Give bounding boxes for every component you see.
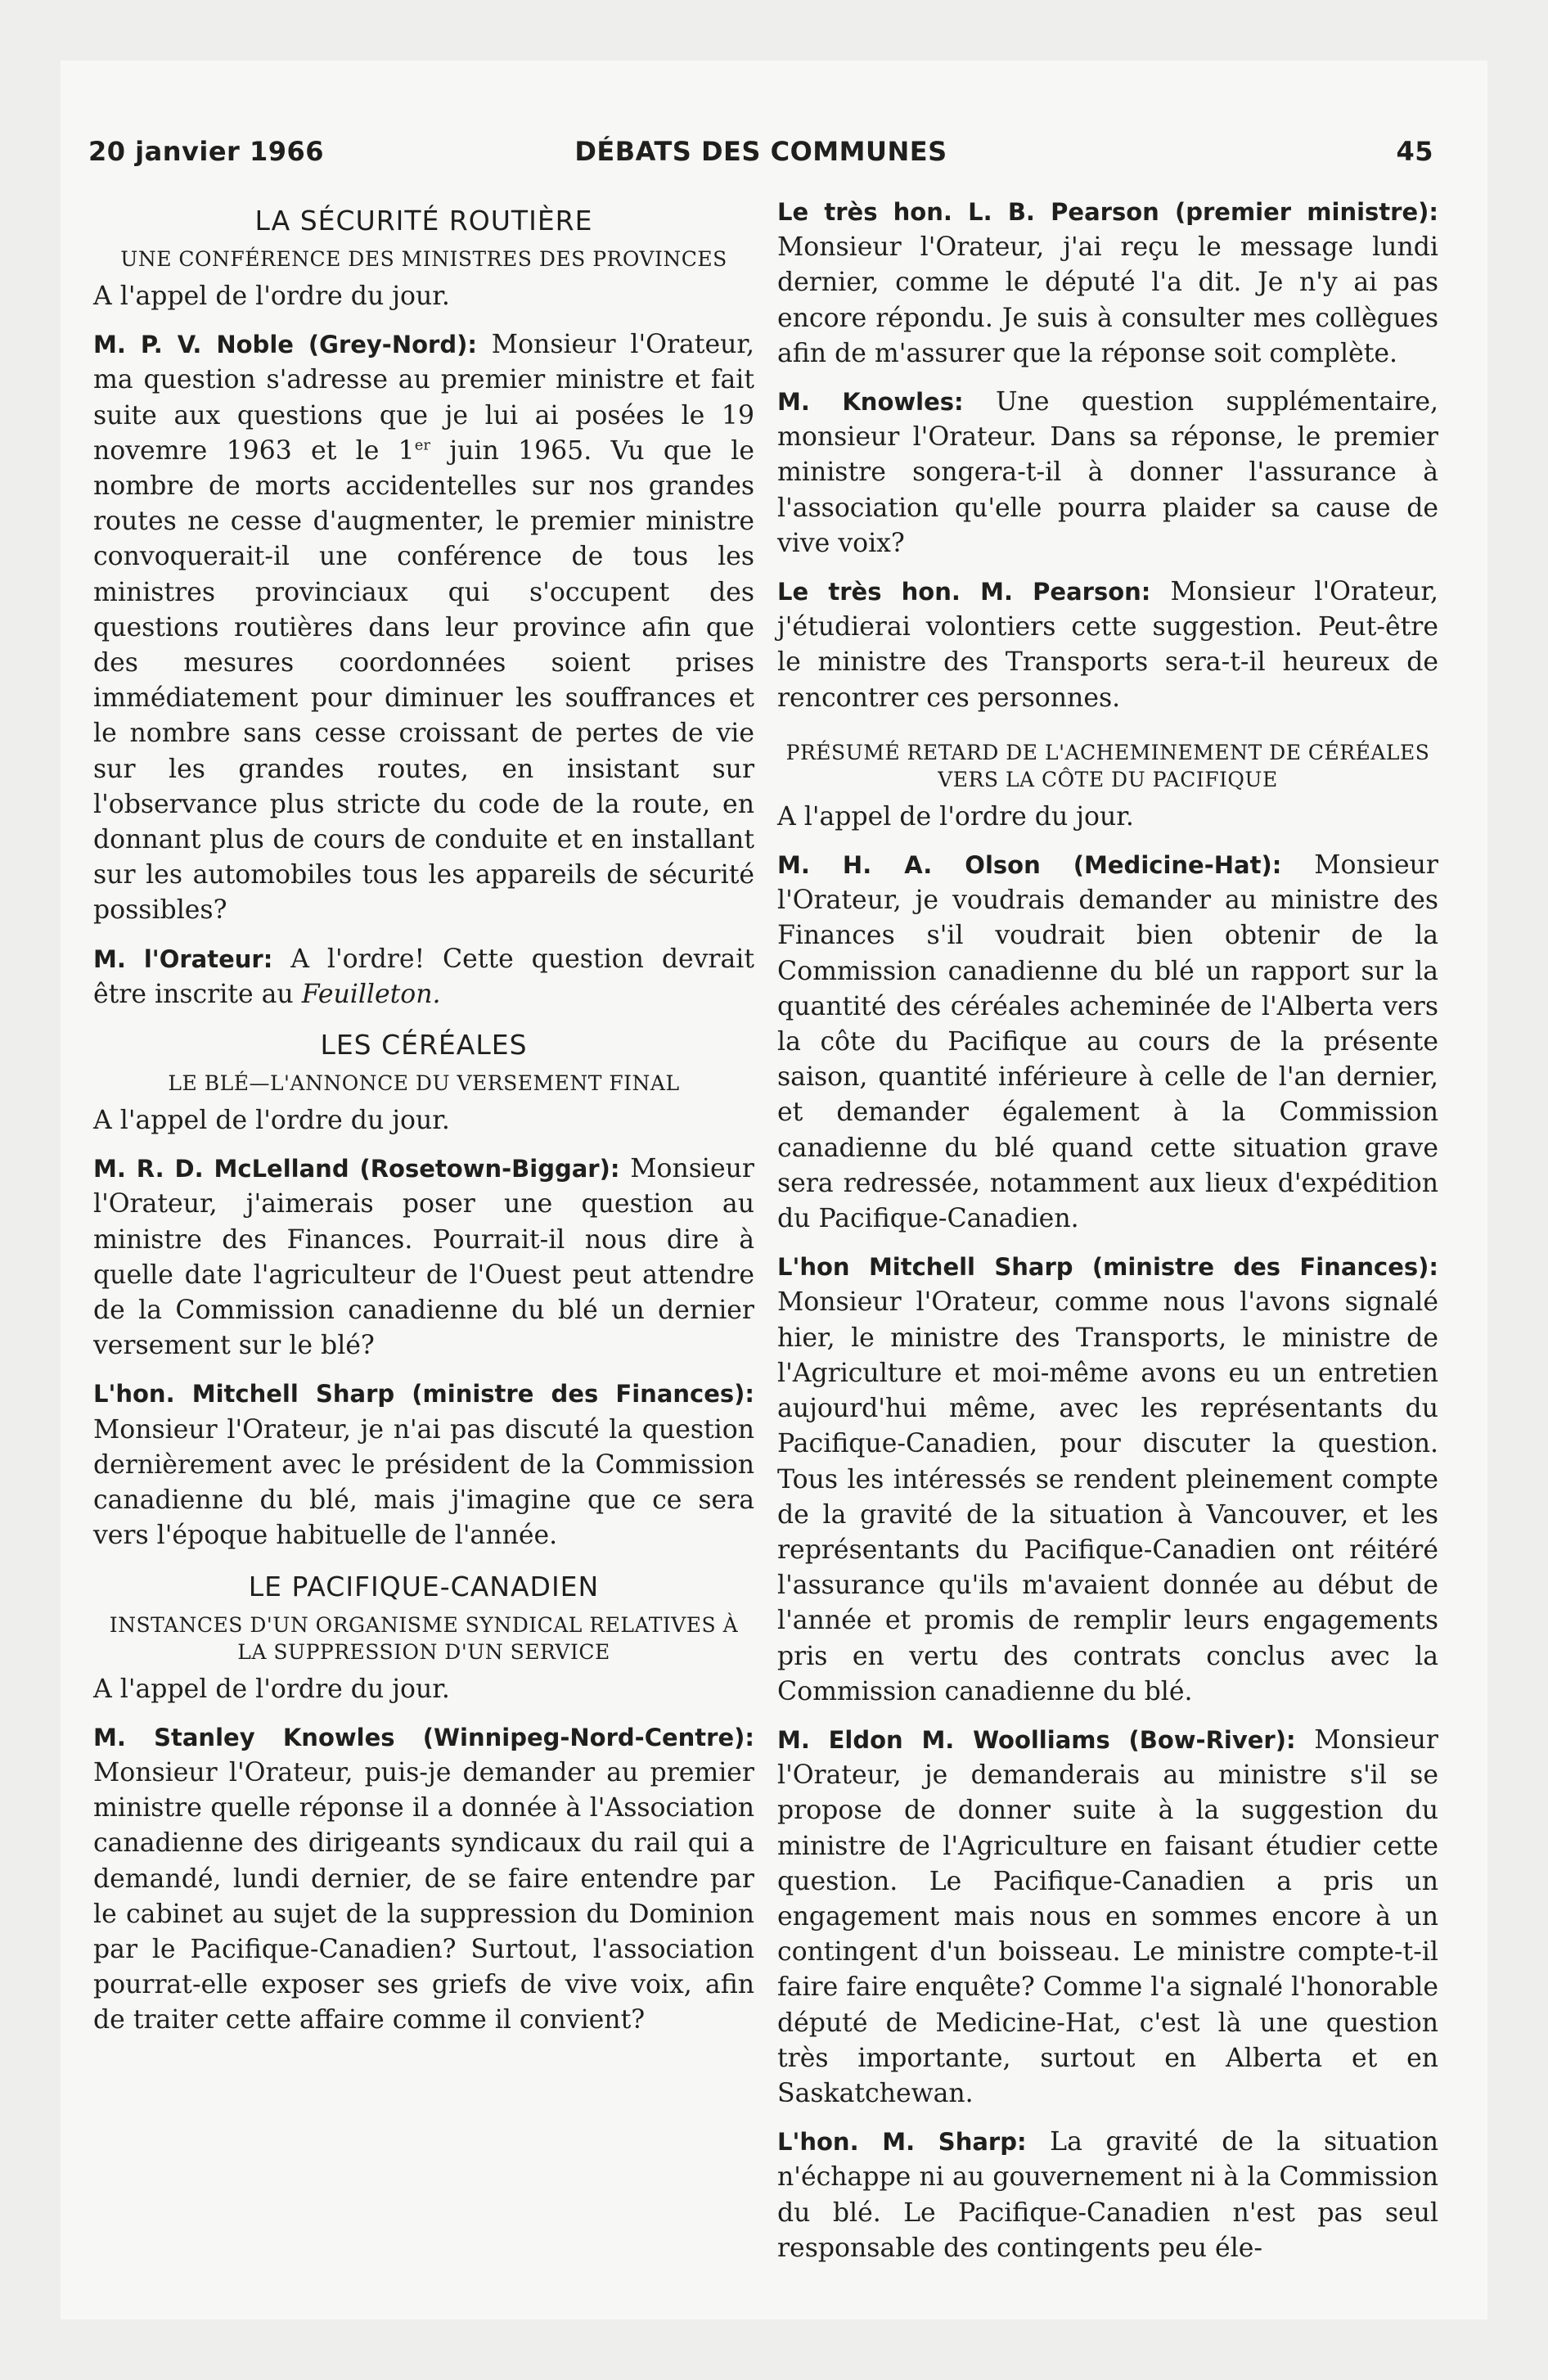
section-subtitle-union-instances: INSTANCES D'UN ORGANISME SYNDICAL RELATIVES À LA SUPPRESSION D'UN SERVICE [109, 1612, 739, 1664]
paragraph-text: Monsieur l'Orateur, je demanderais au ministre s'il se propose de donner suite à la suggestion du ministre de l'Agriculture en faisant étudier cette question. Le Pacifique-Canadien a pris un engagement mais nous en sommes encore à un contingent d'un boisseau. Le ministre compte-t-il faire faire enquête? Comme l'a signalé l'honorable député de Medicine-Hat, c'est là une question très importante, surtout en Alberta et en Saskatchewan. [777, 1724, 1438, 2108]
speaker-name: M. l'Orateur: [93, 944, 273, 973]
paragraph-text: La gravité de la situation n'échappe ni au gouvernement ni à la Commission du blé. Le Pacifique-Canadien n'est pas seul responsable des contingents peu éle- [777, 2127, 1439, 2263]
speaker-name: Le très hon. L. B. Pearson (premier ministre): [777, 198, 1438, 226]
paragraph-noble [93, 327, 754, 928]
paragraph-knowles [93, 1720, 754, 2039]
header-date: 20 janvier 1966 [88, 136, 325, 167]
order-of-day: A l'appel de l'ordre du jour. [93, 1106, 450, 1136]
paragraph-speaker-orateur [93, 942, 754, 1012]
paragraph-text: Monsieur l'Orateur, j'ai reçu le message lundi dernier, comme le député l'a dit. Je n'y ai pas encore répondu. Je suis à consulter mes collègues afin de m'assurer que la réponse soit complète. [777, 232, 1438, 368]
section-title-road-safety: LA SÉCURITÉ ROUTIÈRE [254, 205, 593, 237]
paragraph-text: Monsieur l'Orateur, j'étudierai volontiers cette suggestion. Peut-être le ministre des Transports sera-t-il heureux de rencontrer ces personnes. [777, 577, 1438, 713]
paragraph-text: Monsieur l'Orateur, puis-je demander au premier ministre quelle réponse il a donnée à l'Association canadienne des dirigeants syndicaux du rail qui a demandé, lundi dernier, de se faire entendre par le cabinet au sujet de la suppression du Dominion par le Pacifique-Canadien? Surtout, l'association pourrat-elle exposer ses griefs de vive voix, afin de traiter cette affaire comme il convient? [93, 1757, 754, 2035]
paragraph-text: Monsieur l'Orateur, je voudrais demander au ministre des Finances s'il voudrait bien obtenir de la Commission canadienne du blé un rapport sur la quantité des céréales acheminée de l'Alberta vers la côte du Pacifique au cours de la présente saison, quantité inférieure à celle de l'an dernier, et demander également à la Commission canadienne du blé quand cette situation grave sera redressée, notamment aux lieux d'expédition du Pacifique-Canadien. [777, 850, 1438, 1234]
header-title: DÉBATS DES COMMUNES [574, 136, 947, 167]
superscript: er [414, 436, 430, 454]
paragraph-sharp [93, 1377, 754, 1553]
speaker-name: M. H. A. Olson (Medicine-Hat): [777, 851, 1282, 880]
paragraph-text: Monsieur l'Orateur, je n'ai pas discuté la question dernièrement avec le président de la Commission canadienne du blé, mais j'imagine que ce sera vers l'époque habituelle de l'année. [93, 1414, 754, 1551]
paragraph-text: Monsieur l'Orateur, ma question s'adresse au premier ministre et fait suite aux questions que je lui ai posées le 19 novemre 1963 et le 1 [93, 330, 754, 466]
speaker-name: M. R. D. McLelland (Rosetown-Biggar): [93, 1155, 620, 1183]
speaker-name: M. Eldon M. Woolliams (Bow-River): [777, 1725, 1296, 1754]
paragraph-text: Une question supplémentaire, monsieur l'Orateur. Dans sa réponse, le premier ministre songera-t-il à donner l'assurance à l'association qu'elle pourra plaider sa cause de vive voix? [777, 387, 1438, 558]
paragraph-sharp-final [777, 2125, 1438, 2266]
order-of-day: A l'appel de l'ordre du jour. [93, 282, 450, 311]
paragraph-pearson-reply [777, 575, 1438, 716]
section-subtitle-grain-delay: PRÉSUMÉ RETARD DE L'ACHEMINEMENT DE CÉRÉALES VERS LA CÔTE DU PACIFIQUE [785, 740, 1430, 791]
paragraph-knowles-supplementary [777, 385, 1438, 561]
paragraph-text: juin 1965. Vu que le nombre de morts accidentelles sur nos grandes routes ne cesse d'augmenter, le premier ministre convoquerait-il une conférence de tous les ministres provinciaux qui s'occupent des questions routières dans leur province afin que des mesures coordonnées soient prises immédiatement pour diminuer les souffrances et le nombre sans cesse croissant de pertes de vie sur les grandes routes, en insistant sur l'observance plus stricte du code de la route, en donnant plus de cours de conduite et en installant sur les automobiles tous les appareils de sécurité possibles? [93, 435, 754, 926]
order-of-day: A l'appel de l'ordre du jour. [777, 801, 1134, 832]
paragraph-woolliams [777, 1723, 1438, 2112]
section-subtitle-ministers-conference: UNE CONFÉRENCE DES MINISTRES DES PROVINCES [120, 247, 727, 271]
speaker-name: M. Knowles: [777, 388, 964, 417]
speaker-name: M. Stanley Knowles (Winnipeg-Nord-Centre): [93, 1723, 754, 1751]
italic-text: Feuilleton. [301, 979, 441, 1009]
paragraph-olson [777, 848, 1438, 1237]
page-header [88, 136, 1433, 185]
section-subtitle-final-payment: LE BLÉ—L'ANNONCE DU VERSEMENT FINAL [168, 1071, 680, 1096]
paragraph-text: Monsieur l'Orateur, j'aimerais poser une question au ministre des Finances. Pourrait-il nous dire à quelle date l'agriculteur de l'Ouest peut attendre de la Commission canadienne du blé un dernier versement sur le blé? [93, 1154, 754, 1361]
section-title-cereals: LES CÉRÉALES [320, 1029, 528, 1062]
speaker-name: L'hon. Mitchell Sharp (ministre des Finances): [93, 1380, 754, 1409]
speaker-name: Le très hon. M. Pearson: [777, 578, 1151, 606]
right-column [777, 195, 1438, 2279]
speaker-name: L'hon. M. Sharp: [777, 2128, 1027, 2157]
section-title-cp-rail: LE PACIFIQUE-CANADIEN [248, 1570, 600, 1602]
speaker-name: L'hon Mitchell Sharp (ministre des Finances): [777, 1253, 1438, 1282]
page-number: 45 [1396, 136, 1433, 167]
speaker-name: M. P. V. Noble (Grey-Nord): [93, 331, 477, 359]
left-column [93, 195, 754, 2052]
paragraph-mclelland [93, 1152, 754, 1364]
order-of-day: A l'appel de l'ordre du jour. [93, 1674, 450, 1704]
paragraph-pearson [777, 195, 1438, 372]
paragraph-text: Monsieur l'Orateur, comme nous l'avons signalé hier, le ministre des Transports, le ministre de l'Agriculture et moi-même avons eu un entretien aujourd'hui même, avec les représentants du Pacifique-Canadien, pour discuter la question. Tous les intéressés se rendent pleinement compte de la gravité de la situation à Vancouver, et les représentants du Pacifique-Canadien ont réitéré l'assurance qu'ils m'avaient donnée au début de l'année et promis de remplir leurs engagements pris en vertu des contrats conclus avec la Commission canadienne du blé. [777, 1287, 1438, 1706]
paragraph-text: A l'ordre! Cette question devrait être inscrite au [93, 944, 754, 1009]
paragraph-sharp-reply [777, 1250, 1438, 1710]
